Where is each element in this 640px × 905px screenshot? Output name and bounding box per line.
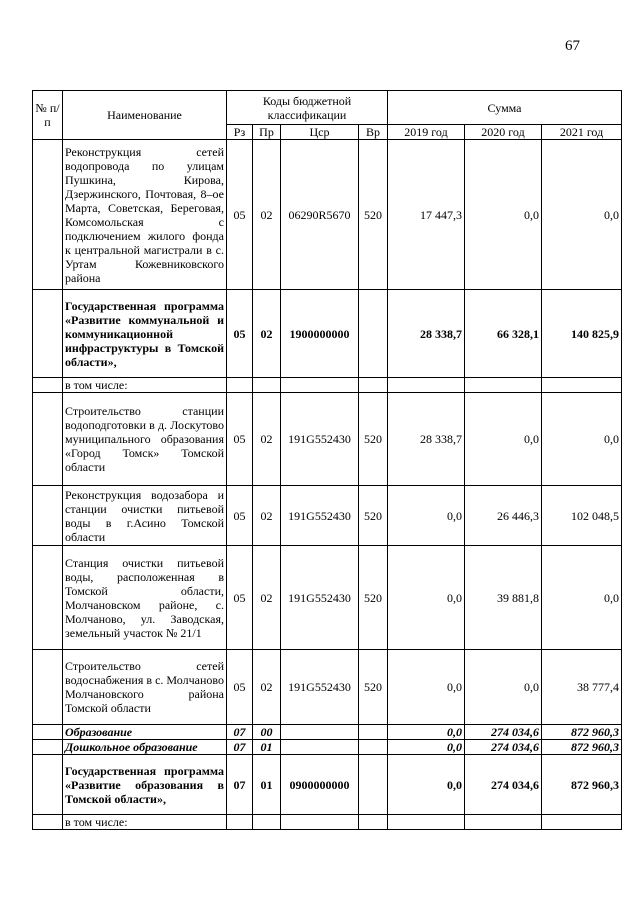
row-cer	[281, 740, 359, 755]
row-num-cell	[33, 755, 63, 815]
row-2021: 872 960,3	[542, 725, 622, 740]
row-2019: 0,0	[388, 650, 465, 725]
row-rz: 05	[227, 393, 253, 486]
header-2020: 2020 год	[465, 125, 542, 140]
header-codes: Коды бюджетной классификации	[227, 91, 388, 125]
row-num-cell	[33, 725, 63, 740]
row-cer: 191G552430	[281, 546, 359, 650]
row-pr: 02	[253, 140, 281, 290]
row-2021: 0,0	[542, 393, 622, 486]
row-2020: 0,0	[465, 650, 542, 725]
page-number: 67	[565, 38, 580, 54]
row-name: Государственная программа «Развитие коммунальной и коммуникационной инфраструктуры в Томской области»,	[63, 290, 227, 378]
row-2020: 39 881,8	[465, 546, 542, 650]
row-2020: 0,0	[465, 393, 542, 486]
row-name: Строительство сетей водоснабжения в с. Молчаново Молчановского района Томской области	[63, 650, 227, 725]
row-rz: 07	[227, 725, 253, 740]
row-2020: 66 328,1	[465, 290, 542, 378]
header-vr: Вр	[359, 125, 388, 140]
row-2020: 26 446,3	[465, 486, 542, 546]
row-2019: 28 338,7	[388, 393, 465, 486]
row-cer	[281, 725, 359, 740]
row-vr	[359, 740, 388, 755]
row-rz: 05	[227, 650, 253, 725]
row-num-cell	[33, 290, 63, 378]
row-name: Государственная программа «Развитие образования в Томской области»,	[63, 755, 227, 815]
row-num-cell	[33, 393, 63, 486]
row-2020: 0,0	[465, 140, 542, 290]
row-cer: 1900000000	[281, 290, 359, 378]
row-2020: 274 034,6	[465, 755, 542, 815]
row-name: Образование	[63, 725, 227, 740]
table-row	[33, 815, 622, 830]
row-2019: 28 338,7	[388, 290, 465, 378]
row-pr: 02	[253, 486, 281, 546]
header-rz: Рз	[227, 125, 253, 140]
row-pr: 02	[253, 290, 281, 378]
table-row	[33, 740, 622, 755]
row-name: Станция очистки питьевой воды, расположенная в Томской области, Молчановском районе, с. Молчаново, ул. Заводская, земельный участок № 21/1	[63, 546, 227, 650]
header-cer: Цср	[281, 125, 359, 140]
table-row	[33, 486, 622, 546]
budget-table	[32, 90, 622, 830]
row-vr	[359, 290, 388, 378]
row-2021: 0,0	[542, 546, 622, 650]
row-name: Строительство станции водоподготовки в д. Лоскутово муниципального образования «Город Томск» Томской области	[63, 393, 227, 486]
table-row	[33, 650, 622, 725]
row-pr: 00	[253, 725, 281, 740]
row-2020: 274 034,6	[465, 725, 542, 740]
row-cer: 191G552430	[281, 650, 359, 725]
header-name: Наименование	[63, 91, 227, 140]
row-vr: 520	[359, 393, 388, 486]
table-row	[33, 140, 622, 290]
row-cer: 06290R5670	[281, 140, 359, 290]
header-sum: Сумма	[388, 91, 622, 125]
row-2021: 38 777,4	[542, 650, 622, 725]
row-name: Реконструкция водозабора и станции очистки питьевой воды в г.Асино Томской области	[63, 486, 227, 546]
row-name: в том числе:	[63, 378, 227, 393]
row-2019: 0,0	[388, 486, 465, 546]
row-pr: 02	[253, 650, 281, 725]
table-row	[33, 290, 622, 378]
row-pr: 02	[253, 546, 281, 650]
header-row-1	[33, 91, 622, 125]
table-row	[33, 725, 622, 740]
row-vr	[359, 725, 388, 740]
row-vr: 520	[359, 546, 388, 650]
row-num-cell	[33, 815, 63, 830]
row-2021: 872 960,3	[542, 755, 622, 815]
row-2019: 0,0	[388, 740, 465, 755]
row-vr: 520	[359, 486, 388, 546]
row-pr: 02	[253, 393, 281, 486]
row-rz: 05	[227, 546, 253, 650]
row-rz: 07	[227, 755, 253, 815]
row-2019: 0,0	[388, 725, 465, 740]
header-pr: Пр	[253, 125, 281, 140]
row-cer: 0900000000	[281, 755, 359, 815]
table-row	[33, 378, 622, 393]
header-num: № п/п	[33, 91, 63, 140]
row-num-cell	[33, 378, 63, 393]
row-num-cell	[33, 650, 63, 725]
row-num-cell	[33, 486, 63, 546]
row-pr: 01	[253, 755, 281, 815]
row-vr	[359, 755, 388, 815]
row-rz: 05	[227, 290, 253, 378]
row-name: в том числе:	[63, 815, 227, 830]
row-2021: 872 960,3	[542, 740, 622, 755]
row-pr: 01	[253, 740, 281, 755]
row-2019: 0,0	[388, 546, 465, 650]
row-2021: 0,0	[542, 140, 622, 290]
row-2021: 102 048,5	[542, 486, 622, 546]
row-rz: 05	[227, 486, 253, 546]
row-2019: 0,0	[388, 755, 465, 815]
row-name: Дошкольное образование	[63, 740, 227, 755]
table-row	[33, 393, 622, 486]
row-name: Реконструкция сетей водопровода по улицам Пушкина, Кирова, Дзержинского, Почтовая, 8–ое Марта, Советская, Береговая, Комсомольская с подключением жилого фонда к центральной магистрали в с. Уртам Кожевниковского района	[63, 140, 227, 290]
table-row	[33, 755, 622, 815]
row-2020: 274 034,6	[465, 740, 542, 755]
row-vr: 520	[359, 650, 388, 725]
row-rz: 05	[227, 140, 253, 290]
row-cer: 191G552430	[281, 486, 359, 546]
row-2021: 140 825,9	[542, 290, 622, 378]
row-num-cell	[33, 546, 63, 650]
header-2021: 2021 год	[542, 125, 622, 140]
table-row	[33, 546, 622, 650]
row-rz: 07	[227, 740, 253, 755]
row-2019: 17 447,3	[388, 140, 465, 290]
row-cer: 191G552430	[281, 393, 359, 486]
header-2019: 2019 год	[388, 125, 465, 140]
row-vr: 520	[359, 140, 388, 290]
row-num-cell	[33, 740, 63, 755]
row-num-cell	[33, 140, 63, 290]
